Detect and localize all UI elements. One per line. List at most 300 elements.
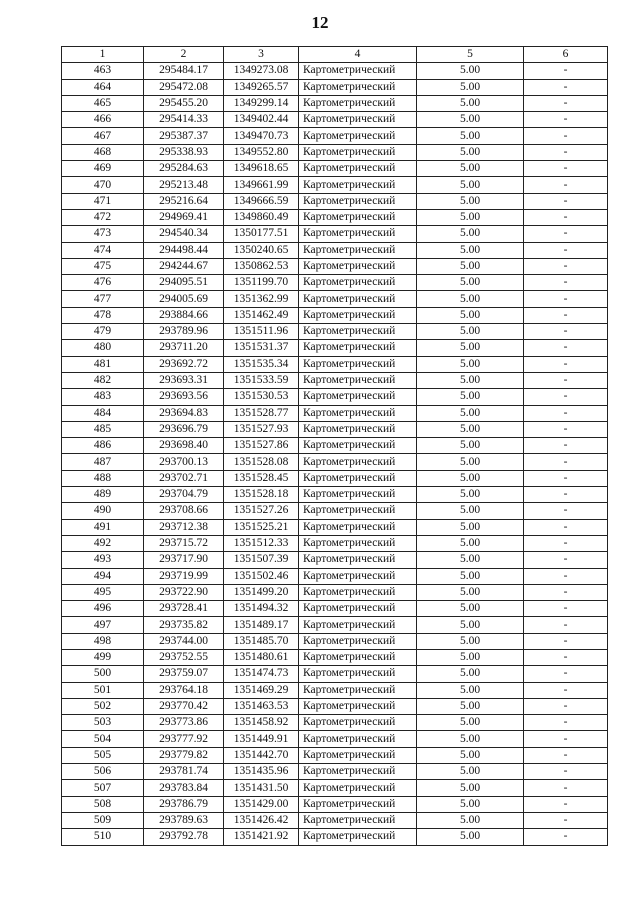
y-coordinate-cell: 1350240.65 xyxy=(224,242,299,258)
table-row xyxy=(62,666,608,682)
table-row xyxy=(62,112,608,128)
y-coordinate-cell: 1351507.39 xyxy=(224,552,299,568)
point-number-cell: 491 xyxy=(62,519,144,535)
method-cell: Картометрический xyxy=(299,633,417,649)
point-number-cell: 470 xyxy=(62,177,144,193)
method-cell: Картометрический xyxy=(299,535,417,551)
point-number-cell: 506 xyxy=(62,764,144,780)
note-cell: - xyxy=(524,438,608,454)
point-number-cell: 496 xyxy=(62,601,144,617)
method-cell: Картометрический xyxy=(299,470,417,486)
x-coordinate-cell: 295213.48 xyxy=(144,177,224,193)
point-number-cell: 505 xyxy=(62,747,144,763)
point-number-cell: 468 xyxy=(62,144,144,160)
y-coordinate-cell: 1351527.86 xyxy=(224,438,299,454)
note-cell: - xyxy=(524,780,608,796)
point-number-cell: 503 xyxy=(62,715,144,731)
method-cell: Картометрический xyxy=(299,503,417,519)
x-coordinate-cell: 293694.83 xyxy=(144,405,224,421)
method-cell: Картометрический xyxy=(299,307,417,323)
x-coordinate-cell: 293719.99 xyxy=(144,568,224,584)
note-cell: - xyxy=(524,715,608,731)
x-coordinate-cell: 293789.63 xyxy=(144,812,224,828)
method-cell: Картометрический xyxy=(299,275,417,291)
accuracy-cell: 5.00 xyxy=(417,747,524,763)
note-cell: - xyxy=(524,487,608,503)
note-cell: - xyxy=(524,144,608,160)
note-cell: - xyxy=(524,503,608,519)
method-cell: Картометрический xyxy=(299,568,417,584)
table-row xyxy=(62,291,608,307)
note-cell: - xyxy=(524,324,608,340)
note-cell: - xyxy=(524,812,608,828)
table-row xyxy=(62,177,608,193)
point-number-cell: 469 xyxy=(62,161,144,177)
y-coordinate-cell: 1351462.49 xyxy=(224,307,299,323)
accuracy-cell: 5.00 xyxy=(417,633,524,649)
accuracy-cell: 5.00 xyxy=(417,552,524,568)
accuracy-cell: 5.00 xyxy=(417,177,524,193)
y-coordinate-cell: 1351480.61 xyxy=(224,649,299,665)
y-coordinate-cell: 1351474.73 xyxy=(224,666,299,682)
method-cell: Картометрический xyxy=(299,340,417,356)
note-cell: - xyxy=(524,372,608,388)
table-row xyxy=(62,747,608,763)
accuracy-cell: 5.00 xyxy=(417,128,524,144)
method-cell: Картометрический xyxy=(299,95,417,111)
table-row xyxy=(62,568,608,584)
y-coordinate-cell: 1351525.21 xyxy=(224,519,299,535)
accuracy-cell: 5.00 xyxy=(417,389,524,405)
column-header: 5 xyxy=(417,47,524,63)
y-coordinate-cell: 1349618.65 xyxy=(224,161,299,177)
x-coordinate-cell: 295484.17 xyxy=(144,63,224,79)
x-coordinate-cell: 293708.66 xyxy=(144,503,224,519)
note-cell: - xyxy=(524,209,608,225)
accuracy-cell: 5.00 xyxy=(417,649,524,665)
method-cell: Картометрический xyxy=(299,63,417,79)
accuracy-cell: 5.00 xyxy=(417,340,524,356)
point-number-cell: 495 xyxy=(62,584,144,600)
accuracy-cell: 5.00 xyxy=(417,503,524,519)
table-row xyxy=(62,209,608,225)
accuracy-cell: 5.00 xyxy=(417,666,524,682)
accuracy-cell: 5.00 xyxy=(417,226,524,242)
point-number-cell: 509 xyxy=(62,812,144,828)
x-coordinate-cell: 293764.18 xyxy=(144,682,224,698)
accuracy-cell: 5.00 xyxy=(417,275,524,291)
method-cell: Картометрический xyxy=(299,731,417,747)
x-coordinate-cell: 293884.66 xyxy=(144,307,224,323)
method-cell: Картометрический xyxy=(299,601,417,617)
x-coordinate-cell: 293700.13 xyxy=(144,454,224,470)
note-cell: - xyxy=(524,747,608,763)
accuracy-cell: 5.00 xyxy=(417,242,524,258)
x-coordinate-cell: 293792.78 xyxy=(144,829,224,845)
header-row xyxy=(62,47,608,63)
accuracy-cell: 5.00 xyxy=(417,324,524,340)
point-number-cell: 464 xyxy=(62,79,144,95)
method-cell: Картометрический xyxy=(299,519,417,535)
y-coordinate-cell: 1351426.42 xyxy=(224,812,299,828)
note-cell: - xyxy=(524,291,608,307)
note-cell: - xyxy=(524,405,608,421)
point-number-cell: 488 xyxy=(62,470,144,486)
table-row xyxy=(62,584,608,600)
note-cell: - xyxy=(524,829,608,845)
table-row xyxy=(62,682,608,698)
table-row xyxy=(62,715,608,731)
table-header xyxy=(62,47,608,63)
y-coordinate-cell: 1351458.92 xyxy=(224,715,299,731)
table-row xyxy=(62,454,608,470)
x-coordinate-cell: 293722.90 xyxy=(144,584,224,600)
accuracy-cell: 5.00 xyxy=(417,780,524,796)
point-number-cell: 486 xyxy=(62,438,144,454)
accuracy-cell: 5.00 xyxy=(417,193,524,209)
x-coordinate-cell: 293773.86 xyxy=(144,715,224,731)
note-cell: - xyxy=(524,764,608,780)
method-cell: Картометрический xyxy=(299,698,417,714)
method-cell: Картометрический xyxy=(299,226,417,242)
accuracy-cell: 5.00 xyxy=(417,715,524,731)
y-coordinate-cell: 1351199.70 xyxy=(224,275,299,291)
method-cell: Картометрический xyxy=(299,747,417,763)
method-cell: Картометрический xyxy=(299,242,417,258)
point-number-cell: 500 xyxy=(62,666,144,682)
x-coordinate-cell: 293702.71 xyxy=(144,470,224,486)
accuracy-cell: 5.00 xyxy=(417,829,524,845)
point-number-cell: 501 xyxy=(62,682,144,698)
table-row xyxy=(62,649,608,665)
table-row xyxy=(62,829,608,845)
note-cell: - xyxy=(524,649,608,665)
note-cell: - xyxy=(524,307,608,323)
table-row xyxy=(62,307,608,323)
note-cell: - xyxy=(524,617,608,633)
point-number-cell: 498 xyxy=(62,633,144,649)
x-coordinate-cell: 295338.93 xyxy=(144,144,224,160)
x-coordinate-cell: 293781.74 xyxy=(144,764,224,780)
accuracy-cell: 5.00 xyxy=(417,731,524,747)
note-cell: - xyxy=(524,568,608,584)
y-coordinate-cell: 1349265.57 xyxy=(224,79,299,95)
method-cell: Картометрический xyxy=(299,291,417,307)
y-coordinate-cell: 1349860.49 xyxy=(224,209,299,225)
accuracy-cell: 5.00 xyxy=(417,698,524,714)
page-number: 12 xyxy=(311,13,329,32)
method-cell: Картометрический xyxy=(299,389,417,405)
note-cell: - xyxy=(524,454,608,470)
point-number-cell: 467 xyxy=(62,128,144,144)
table-body xyxy=(62,63,608,845)
point-number-cell: 507 xyxy=(62,780,144,796)
table-row xyxy=(62,519,608,535)
point-number-cell: 494 xyxy=(62,568,144,584)
point-number-cell: 481 xyxy=(62,356,144,372)
x-coordinate-cell: 294540.34 xyxy=(144,226,224,242)
accuracy-cell: 5.00 xyxy=(417,535,524,551)
x-coordinate-cell: 295284.63 xyxy=(144,161,224,177)
y-coordinate-cell: 1351512.33 xyxy=(224,535,299,551)
point-number-cell: 493 xyxy=(62,552,144,568)
method-cell: Картометрический xyxy=(299,552,417,568)
point-number-cell: 483 xyxy=(62,389,144,405)
method-cell: Картометрический xyxy=(299,666,417,682)
accuracy-cell: 5.00 xyxy=(417,209,524,225)
point-number-cell: 465 xyxy=(62,95,144,111)
note-cell: - xyxy=(524,421,608,437)
x-coordinate-cell: 294005.69 xyxy=(144,291,224,307)
x-coordinate-cell: 293711.20 xyxy=(144,340,224,356)
y-coordinate-cell: 1349552.80 xyxy=(224,144,299,160)
x-coordinate-cell: 293693.31 xyxy=(144,372,224,388)
accuracy-cell: 5.00 xyxy=(417,63,524,79)
point-number-cell: 471 xyxy=(62,193,144,209)
note-cell: - xyxy=(524,731,608,747)
point-number-cell: 476 xyxy=(62,275,144,291)
method-cell: Картометрический xyxy=(299,584,417,600)
method-cell: Картометрический xyxy=(299,209,417,225)
y-coordinate-cell: 1351362.99 xyxy=(224,291,299,307)
x-coordinate-cell: 293712.38 xyxy=(144,519,224,535)
table-row xyxy=(62,796,608,812)
table-row xyxy=(62,601,608,617)
point-number-cell: 474 xyxy=(62,242,144,258)
point-number-cell: 463 xyxy=(62,63,144,79)
accuracy-cell: 5.00 xyxy=(417,470,524,486)
x-coordinate-cell: 293728.41 xyxy=(144,601,224,617)
method-cell: Картометрический xyxy=(299,324,417,340)
note-cell: - xyxy=(524,275,608,291)
method-cell: Картометрический xyxy=(299,128,417,144)
note-cell: - xyxy=(524,389,608,405)
y-coordinate-cell: 1351527.26 xyxy=(224,503,299,519)
x-coordinate-cell: 294969.41 xyxy=(144,209,224,225)
column-header: 2 xyxy=(144,47,224,63)
y-coordinate-cell: 1351528.08 xyxy=(224,454,299,470)
point-number-cell: 477 xyxy=(62,291,144,307)
accuracy-cell: 5.00 xyxy=(417,682,524,698)
table-row xyxy=(62,764,608,780)
note-cell: - xyxy=(524,698,608,714)
accuracy-cell: 5.00 xyxy=(417,617,524,633)
table-row xyxy=(62,617,608,633)
y-coordinate-cell: 1350862.53 xyxy=(224,258,299,274)
method-cell: Картометрический xyxy=(299,649,417,665)
method-cell: Картометрический xyxy=(299,438,417,454)
note-cell: - xyxy=(524,95,608,111)
column-header: 4 xyxy=(299,47,417,63)
note-cell: - xyxy=(524,242,608,258)
method-cell: Картометрический xyxy=(299,682,417,698)
table-row xyxy=(62,438,608,454)
note-cell: - xyxy=(524,63,608,79)
y-coordinate-cell: 1351431.50 xyxy=(224,780,299,796)
point-number-cell: 473 xyxy=(62,226,144,242)
point-number-cell: 479 xyxy=(62,324,144,340)
x-coordinate-cell: 293759.07 xyxy=(144,666,224,682)
table-row xyxy=(62,780,608,796)
accuracy-cell: 5.00 xyxy=(417,487,524,503)
x-coordinate-cell: 293744.00 xyxy=(144,633,224,649)
accuracy-cell: 5.00 xyxy=(417,356,524,372)
x-coordinate-cell: 293777.92 xyxy=(144,731,224,747)
accuracy-cell: 5.00 xyxy=(417,307,524,323)
point-number-cell: 508 xyxy=(62,796,144,812)
x-coordinate-cell: 293735.82 xyxy=(144,617,224,633)
y-coordinate-cell: 1351502.46 xyxy=(224,568,299,584)
x-coordinate-cell: 293717.90 xyxy=(144,552,224,568)
x-coordinate-cell: 294244.67 xyxy=(144,258,224,274)
point-number-cell: 485 xyxy=(62,421,144,437)
accuracy-cell: 5.00 xyxy=(417,112,524,128)
x-coordinate-cell: 294095.51 xyxy=(144,275,224,291)
method-cell: Картометрический xyxy=(299,356,417,372)
point-number-cell: 497 xyxy=(62,617,144,633)
table-row xyxy=(62,535,608,551)
point-number-cell: 490 xyxy=(62,503,144,519)
table-row xyxy=(62,405,608,421)
x-coordinate-cell: 295455.20 xyxy=(144,95,224,111)
method-cell: Картометрический xyxy=(299,487,417,503)
note-cell: - xyxy=(524,666,608,682)
accuracy-cell: 5.00 xyxy=(417,454,524,470)
accuracy-cell: 5.00 xyxy=(417,258,524,274)
x-coordinate-cell: 293770.42 xyxy=(144,698,224,714)
note-cell: - xyxy=(524,177,608,193)
method-cell: Картометрический xyxy=(299,79,417,95)
accuracy-cell: 5.00 xyxy=(417,584,524,600)
y-coordinate-cell: 1351442.70 xyxy=(224,747,299,763)
method-cell: Картометрический xyxy=(299,144,417,160)
method-cell: Картометрический xyxy=(299,161,417,177)
point-number-cell: 466 xyxy=(62,112,144,128)
accuracy-cell: 5.00 xyxy=(417,405,524,421)
point-number-cell: 499 xyxy=(62,649,144,665)
method-cell: Картометрический xyxy=(299,617,417,633)
note-cell: - xyxy=(524,584,608,600)
y-coordinate-cell: 1349299.14 xyxy=(224,95,299,111)
y-coordinate-cell: 1351528.77 xyxy=(224,405,299,421)
column-header: 6 xyxy=(524,47,608,63)
table-row xyxy=(62,389,608,405)
accuracy-cell: 5.00 xyxy=(417,79,524,95)
note-cell: - xyxy=(524,161,608,177)
accuracy-cell: 5.00 xyxy=(417,519,524,535)
y-coordinate-cell: 1351421.92 xyxy=(224,829,299,845)
accuracy-cell: 5.00 xyxy=(417,438,524,454)
x-coordinate-cell: 294498.44 xyxy=(144,242,224,258)
y-coordinate-cell: 1351530.53 xyxy=(224,389,299,405)
table-row xyxy=(62,421,608,437)
accuracy-cell: 5.00 xyxy=(417,161,524,177)
note-cell: - xyxy=(524,519,608,535)
table-row xyxy=(62,633,608,649)
point-number-cell: 475 xyxy=(62,258,144,274)
accuracy-cell: 5.00 xyxy=(417,601,524,617)
point-number-cell: 482 xyxy=(62,372,144,388)
method-cell: Картометрический xyxy=(299,421,417,437)
y-coordinate-cell: 1351463.53 xyxy=(224,698,299,714)
point-number-cell: 478 xyxy=(62,307,144,323)
x-coordinate-cell: 293779.82 xyxy=(144,747,224,763)
y-coordinate-cell: 1349666.59 xyxy=(224,193,299,209)
y-coordinate-cell: 1351511.96 xyxy=(224,324,299,340)
y-coordinate-cell: 1351528.45 xyxy=(224,470,299,486)
note-cell: - xyxy=(524,601,608,617)
y-coordinate-cell: 1349470.73 xyxy=(224,128,299,144)
coordinates-table xyxy=(61,46,608,846)
table-row xyxy=(62,356,608,372)
y-coordinate-cell: 1351469.29 xyxy=(224,682,299,698)
table-row xyxy=(62,128,608,144)
note-cell: - xyxy=(524,340,608,356)
table-row xyxy=(62,372,608,388)
x-coordinate-cell: 295387.37 xyxy=(144,128,224,144)
point-number-cell: 510 xyxy=(62,829,144,845)
y-coordinate-cell: 1351449.91 xyxy=(224,731,299,747)
y-coordinate-cell: 1351528.18 xyxy=(224,487,299,503)
table-row xyxy=(62,731,608,747)
note-cell: - xyxy=(524,258,608,274)
y-coordinate-cell: 1351533.59 xyxy=(224,372,299,388)
table-row xyxy=(62,144,608,160)
point-number-cell: 492 xyxy=(62,535,144,551)
column-header: 3 xyxy=(224,47,299,63)
note-cell: - xyxy=(524,79,608,95)
table-row xyxy=(62,503,608,519)
table-row xyxy=(62,161,608,177)
x-coordinate-cell: 295472.08 xyxy=(144,79,224,95)
table-row xyxy=(62,258,608,274)
x-coordinate-cell: 293698.40 xyxy=(144,438,224,454)
y-coordinate-cell: 1351435.96 xyxy=(224,764,299,780)
y-coordinate-cell: 1351499.20 xyxy=(224,584,299,600)
x-coordinate-cell: 295414.33 xyxy=(144,112,224,128)
method-cell: Картометрический xyxy=(299,372,417,388)
table-row xyxy=(62,193,608,209)
method-cell: Картометрический xyxy=(299,829,417,845)
point-number-cell: 472 xyxy=(62,209,144,225)
accuracy-cell: 5.00 xyxy=(417,291,524,307)
table-row xyxy=(62,242,608,258)
method-cell: Картометрический xyxy=(299,405,417,421)
table-row xyxy=(62,63,608,79)
table-row xyxy=(62,324,608,340)
y-coordinate-cell: 1351535.34 xyxy=(224,356,299,372)
note-cell: - xyxy=(524,535,608,551)
point-number-cell: 484 xyxy=(62,405,144,421)
x-coordinate-cell: 293696.79 xyxy=(144,421,224,437)
note-cell: - xyxy=(524,682,608,698)
point-number-cell: 504 xyxy=(62,731,144,747)
x-coordinate-cell: 293786.79 xyxy=(144,796,224,812)
note-cell: - xyxy=(524,128,608,144)
y-coordinate-cell: 1349402.44 xyxy=(224,112,299,128)
note-cell: - xyxy=(524,112,608,128)
x-coordinate-cell: 293692.72 xyxy=(144,356,224,372)
table-row xyxy=(62,698,608,714)
column-header: 1 xyxy=(62,47,144,63)
x-coordinate-cell: 293752.55 xyxy=(144,649,224,665)
note-cell: - xyxy=(524,552,608,568)
x-coordinate-cell: 293783.84 xyxy=(144,780,224,796)
table-row xyxy=(62,226,608,242)
table-row xyxy=(62,470,608,486)
y-coordinate-cell: 1351489.17 xyxy=(224,617,299,633)
method-cell: Картометрический xyxy=(299,112,417,128)
